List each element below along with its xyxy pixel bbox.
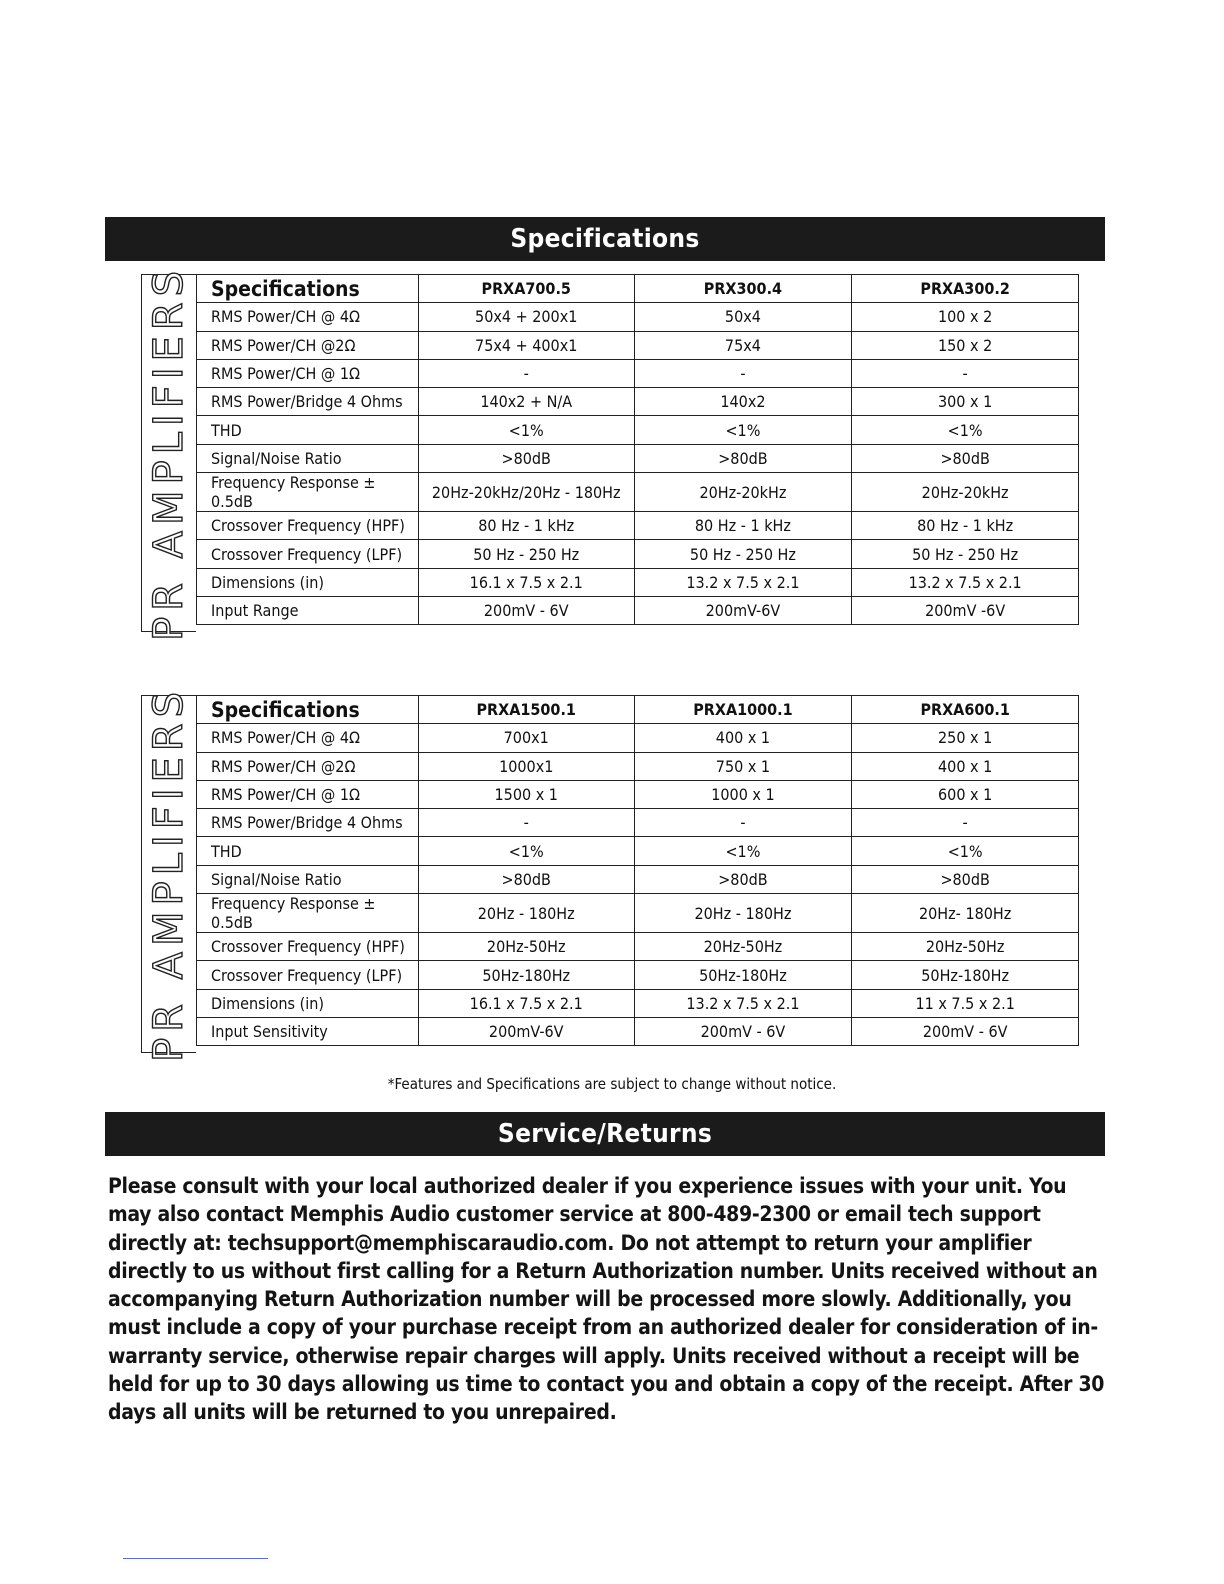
table-row xyxy=(197,894,1079,933)
service-paragraph: Please consult with your local authorized dealer if you experience issues with your unit. You may also contact Memphis Audio customer service at 800-489-2300 or email tech support directly at: techsupport@memphiscaraudio.com. Do not attempt to return your amplifier directly to us without first calling for a Return Authorization number. Units received without an accompanying Return Authorization number will be processed more slowly. Additionally, you must include a copy of your purchase receipt from an authorized dealer for consideration of in-warranty service, otherwise repair charges will apply. Units received without a receipt will be held for up to 30 days allowing us time to contact you and obtain a copy of the receipt. After 30 days all units will be returned to you unrepaired. xyxy=(108,1174,1105,1425)
row-label: Signal/Noise Ratio xyxy=(197,865,419,893)
cell-value: >80dB xyxy=(634,865,852,893)
side-label: PR AMPLIFIERS xyxy=(146,265,192,641)
spec-block-2 xyxy=(141,686,1079,1062)
cell-value: 13.2 x 7.5 x 2.1 xyxy=(852,568,1079,596)
cell-value: >80dB xyxy=(852,865,1079,893)
cell-value: 11 x 7.5 x 2.1 xyxy=(852,989,1079,1017)
cell-value: 20Hz-20kHz/20Hz - 180Hz xyxy=(418,473,634,512)
cell-value: >80dB xyxy=(634,444,852,472)
cell-value: 80 Hz - 1 kHz xyxy=(634,512,852,540)
table-row xyxy=(197,303,1079,331)
table-row xyxy=(197,512,1079,540)
header-cell: Specifications xyxy=(197,275,419,303)
cell-value: 200mV-6V xyxy=(634,596,852,624)
cell-value: 20Hz-20kHz xyxy=(852,473,1079,512)
cell-value: - xyxy=(418,359,634,387)
service-returns-banner: Service/Returns xyxy=(105,1112,1105,1156)
spec-table-1 xyxy=(196,274,1079,625)
row-label: RMS Power/CH @ 1Ω xyxy=(197,780,419,808)
model-header: PRX300.4 xyxy=(634,275,852,303)
cell-value: 20Hz-50Hz xyxy=(634,933,852,961)
row-label: Dimensions (in) xyxy=(197,989,419,1017)
cell-value: >80dB xyxy=(418,444,634,472)
cell-value: 20Hz-50Hz xyxy=(852,933,1079,961)
cell-value: 80 Hz - 1 kHz xyxy=(418,512,634,540)
cell-value: 250 x 1 xyxy=(852,724,1079,752)
cell-value: 1500 x 1 xyxy=(418,780,634,808)
row-label: Input Sensitivity xyxy=(197,1017,419,1045)
table-row xyxy=(197,865,1079,893)
cell-value: 13.2 x 7.5 x 2.1 xyxy=(634,989,852,1017)
cell-value: 1000x1 xyxy=(418,752,634,780)
cell-value: 20Hz- 180Hz xyxy=(852,894,1079,933)
table-row xyxy=(197,837,1079,865)
cell-value: 700x1 xyxy=(418,724,634,752)
table-row xyxy=(197,388,1079,416)
model-header: PRXA700.5 xyxy=(418,275,634,303)
table-row xyxy=(197,416,1079,444)
cell-value: 16.1 x 7.5 x 2.1 xyxy=(418,989,634,1017)
table-row xyxy=(197,933,1079,961)
cell-value: - xyxy=(852,809,1079,837)
table-row xyxy=(197,724,1079,752)
cell-value: 750 x 1 xyxy=(634,752,852,780)
row-label: RMS Power/CH @2Ω xyxy=(197,331,419,359)
cell-value: 75x4 + 400x1 xyxy=(418,331,634,359)
cell-value: <1% xyxy=(634,837,852,865)
cell-value: - xyxy=(418,809,634,837)
spec-table-2 xyxy=(196,695,1079,1046)
row-label: Crossover Frequency (HPF) xyxy=(197,512,419,540)
row-label: RMS Power/CH @ 1Ω xyxy=(197,359,419,387)
table-row xyxy=(197,989,1079,1017)
cell-value: 50x4 + 200x1 xyxy=(418,303,634,331)
cell-value: 200mV-6V xyxy=(418,1017,634,1045)
cell-value: >80dB xyxy=(852,444,1079,472)
row-label: RMS Power/Bridge 4 Ohms xyxy=(197,809,419,837)
row-label: Frequency Response ± 0.5dB xyxy=(197,473,419,512)
row-label: THD xyxy=(197,416,419,444)
cell-value: 300 x 1 xyxy=(852,388,1079,416)
table-row xyxy=(197,809,1079,837)
row-label: THD xyxy=(197,837,419,865)
table-row xyxy=(197,540,1079,568)
row-label: Crossover Frequency (LPF) xyxy=(197,540,419,568)
cell-value: 200mV - 6V xyxy=(852,1017,1079,1045)
cell-value: <1% xyxy=(418,416,634,444)
cell-value: - xyxy=(634,809,852,837)
table-header-row xyxy=(197,275,1079,303)
cell-value: 50 Hz - 250 Hz xyxy=(418,540,634,568)
cell-value: 20Hz-50Hz xyxy=(418,933,634,961)
table-row xyxy=(197,961,1079,989)
cell-value: 400 x 1 xyxy=(634,724,852,752)
row-label: RMS Power/CH @2Ω xyxy=(197,752,419,780)
table-row xyxy=(197,444,1079,472)
cell-value: 200mV -6V xyxy=(852,596,1079,624)
cell-value: 140x2 xyxy=(634,388,852,416)
spec-block-1 xyxy=(141,265,1079,641)
cell-value: <1% xyxy=(852,416,1079,444)
cell-value: 50Hz-180Hz xyxy=(852,961,1079,989)
cell-value: 20Hz-20kHz xyxy=(634,473,852,512)
cell-value: >80dB xyxy=(418,865,634,893)
cell-value: 50x4 xyxy=(634,303,852,331)
cell-value: 75x4 xyxy=(634,331,852,359)
row-label: Input Range xyxy=(197,596,419,624)
cell-value: 13.2 x 7.5 x 2.1 xyxy=(634,568,852,596)
side-panel xyxy=(141,686,196,1062)
row-label: Signal/Noise Ratio xyxy=(197,444,419,472)
model-header: PRXA300.2 xyxy=(852,275,1079,303)
model-header: PRXA1000.1 xyxy=(634,696,852,724)
cell-value: 50 Hz - 250 Hz xyxy=(852,540,1079,568)
side-label: PR AMPLIFIERS xyxy=(146,686,192,1062)
table-row xyxy=(197,1017,1079,1045)
specifications-banner: Specifications xyxy=(105,217,1105,261)
table-row xyxy=(197,359,1079,387)
row-label: RMS Power/CH @ 4Ω xyxy=(197,724,419,752)
header-cell: Specifications xyxy=(197,696,419,724)
cell-value: 20Hz - 180Hz xyxy=(634,894,852,933)
cell-value: 400 x 1 xyxy=(852,752,1079,780)
row-label: Crossover Frequency (HPF) xyxy=(197,933,419,961)
side-panel xyxy=(141,265,196,641)
cell-value: <1% xyxy=(634,416,852,444)
cell-value: 16.1 x 7.5 x 2.1 xyxy=(418,568,634,596)
table-header-row xyxy=(197,696,1079,724)
table-row xyxy=(197,752,1079,780)
cell-value: 200mV - 6V xyxy=(418,596,634,624)
row-label: RMS Power/CH @ 4Ω xyxy=(197,303,419,331)
cell-value: 150 x 2 xyxy=(852,331,1079,359)
cell-value: 200mV - 6V xyxy=(634,1017,852,1045)
model-header: PRXA1500.1 xyxy=(418,696,634,724)
cell-value: 50 Hz - 250 Hz xyxy=(634,540,852,568)
cell-value: <1% xyxy=(852,837,1079,865)
cell-value: 1000 x 1 xyxy=(634,780,852,808)
cell-value: 100 x 2 xyxy=(852,303,1079,331)
cell-value: - xyxy=(852,359,1079,387)
table-row xyxy=(197,331,1079,359)
footnote: *Features and Specifications are subject to change without notice. xyxy=(387,1075,837,1093)
table-row xyxy=(197,596,1079,624)
cell-value: 50Hz-180Hz xyxy=(634,961,852,989)
cell-value: <1% xyxy=(418,837,634,865)
cell-value: 50Hz-180Hz xyxy=(418,961,634,989)
row-label: Crossover Frequency (LPF) xyxy=(197,961,419,989)
row-label: Dimensions (in) xyxy=(197,568,419,596)
cell-value: 80 Hz - 1 kHz xyxy=(852,512,1079,540)
model-header: PRXA600.1 xyxy=(852,696,1079,724)
footer-rule xyxy=(123,1558,268,1559)
cell-value: 600 x 1 xyxy=(852,780,1079,808)
cell-value: - xyxy=(634,359,852,387)
row-label: RMS Power/Bridge 4 Ohms xyxy=(197,388,419,416)
row-label: Frequency Response ± 0.5dB xyxy=(197,894,419,933)
cell-value: 140x2 + N/A xyxy=(418,388,634,416)
table-row xyxy=(197,473,1079,512)
table-row xyxy=(197,568,1079,596)
table-row xyxy=(197,780,1079,808)
cell-value: 20Hz - 180Hz xyxy=(418,894,634,933)
